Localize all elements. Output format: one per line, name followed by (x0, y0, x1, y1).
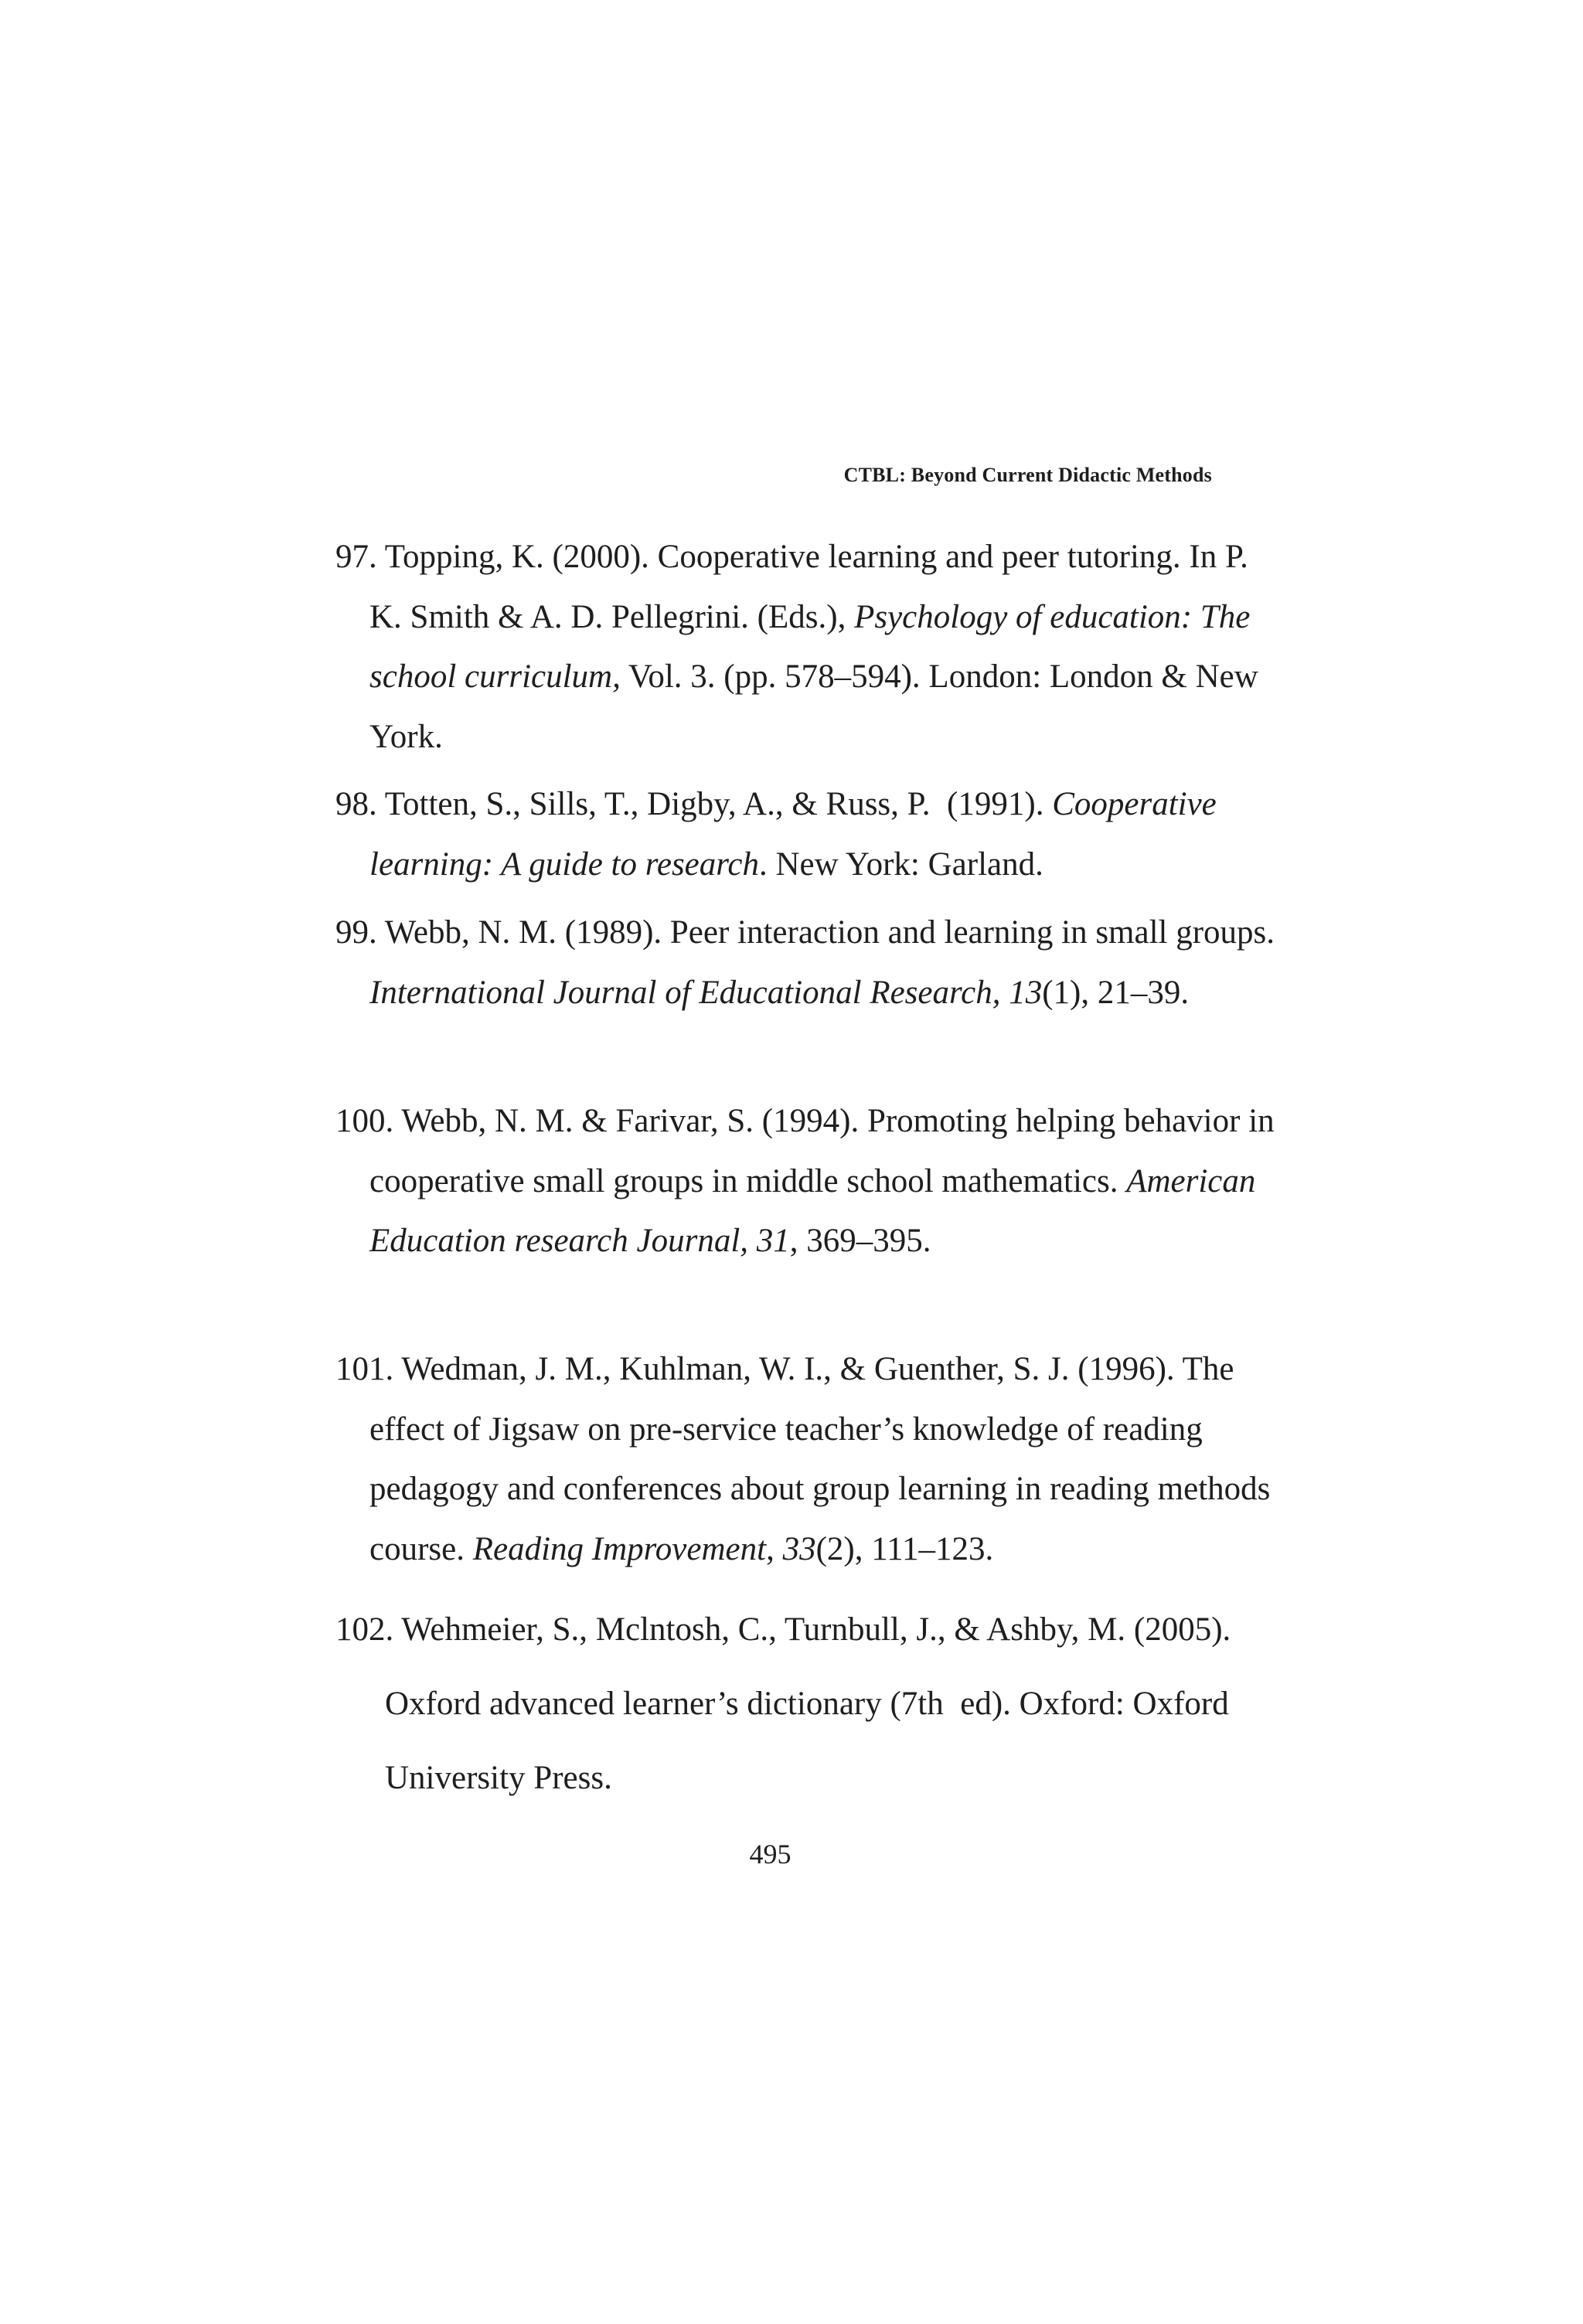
reference-text: , 369–395. (789, 1223, 931, 1259)
page-number: 495 (749, 1839, 792, 1870)
reference-text: . New York: Garland. (759, 846, 1043, 883)
reference-title: Psychology of education: The school curriculum, (369, 598, 1251, 695)
reference-volume: 33 (782, 1530, 816, 1567)
reference-title: Reading Improvement (472, 1530, 767, 1567)
reference-text: Wehmeier, S., Mclntosh, C., Turnbull, J., & Ashby, M. (2005). Oxford advanced learner’s dictionary (7th ed). Oxford: Oxford University Press. (385, 1611, 1240, 1796)
reference-text: Vol. 3. (pp. 578–594). London: London & New York. (369, 658, 1265, 755)
reference-101 (335, 1339, 1278, 1579)
reference-text: , (766, 1530, 783, 1567)
reference-99 (335, 903, 1283, 1022)
running-header: CTBL: Beyond Current Didactic Methods (843, 464, 1212, 486)
reference-number: 99. (335, 914, 377, 951)
reference-number: 102. (335, 1611, 394, 1648)
reference-102 (335, 1593, 1278, 1815)
reference-98 (335, 774, 1278, 894)
reference-number: 97. (335, 539, 377, 575)
reference-number: 101. (335, 1351, 394, 1387)
reference-number: 100. (335, 1103, 394, 1139)
reference-text: Wedman, J. M., Kuhlman, W. I., & Guenther, S. J. (1996). The effect of Jigsaw on pre-service teacher’s knowledge of reading pedagogy and conferences about group learning in reading methods course. (369, 1351, 1279, 1567)
reference-100 (335, 1091, 1283, 1271)
reference-text: (1), 21–39. (1042, 974, 1190, 1011)
reference-text: Totten, S., Sills, T., Digby, A., & Russ, P. (1991). (384, 786, 1053, 822)
reference-97 (335, 527, 1278, 767)
reference-text: Webb, N. M. & Farivar, S. (1994). Promoting helping behavior in cooperative small groups in middle school mathematics. (369, 1103, 1283, 1199)
reference-number: 98. (335, 786, 377, 822)
reference-text: Webb, N. M. (1989). Peer interaction and learning in small groups. (384, 914, 1283, 951)
reference-title: International Journal of Educational Research, 13 (369, 974, 1043, 1011)
reference-title: Cooperative learning: A guide to research (369, 786, 1217, 883)
reference-text: Topping, K. (2000). Cooperative learning and peer tutoring. In P. K. Smith & A. D. Pellegrini. (Eds.), (369, 539, 1257, 635)
reference-title: American Education research Journal, 31 (369, 1162, 1256, 1259)
reference-text: (2), 111–123. (815, 1530, 994, 1567)
